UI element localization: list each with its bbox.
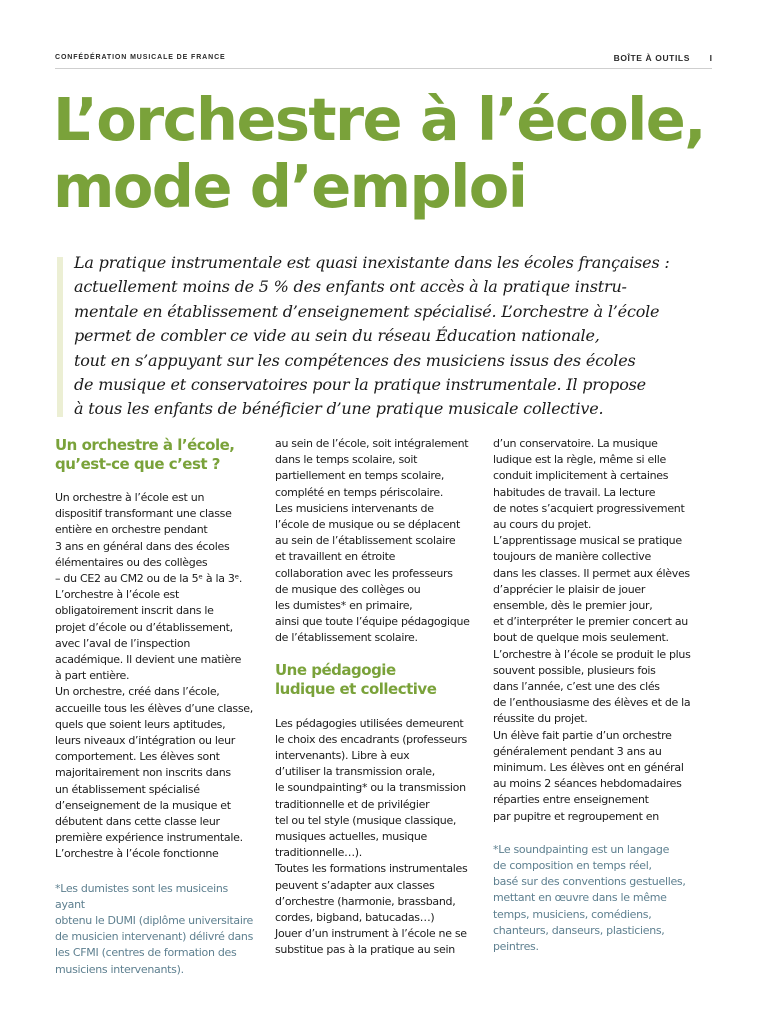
text-line: élémentaires ou des collèges <box>55 555 208 569</box>
intro-line: à tous les enfants de bénéficier d’une pratique musicale collective. <box>74 399 604 419</box>
text-line: un établissement spécialisé <box>55 782 200 796</box>
text-line: obligatoirement inscrit dans le <box>55 604 214 618</box>
text-line: au sein de l’école, soit intégralement <box>275 437 469 450</box>
spacer <box>275 699 480 716</box>
text-line: L’orchestre à l’école se produit le plus <box>493 647 691 661</box>
text-line: conduit implicitement à certaines <box>493 469 669 483</box>
text-line: le choix des encadrants (professeurs <box>275 732 467 746</box>
text-line: réussite du projet. <box>493 712 588 726</box>
note-line: mettant en œuvre dans le même <box>493 891 667 905</box>
text-line: bout de quelque mois seulement. <box>493 631 669 645</box>
running-header <box>55 54 712 66</box>
text-line: projet d’école ou d’établissement, <box>55 620 233 634</box>
heading-line: qu’est-ce que c’est ? <box>55 455 220 473</box>
intro-accent-bar <box>57 257 63 417</box>
intro-paragraph <box>74 251 714 422</box>
note-line: de musicien intervenant) délivré dans <box>55 930 253 944</box>
text-line: l’école de musique ou se déplacent <box>275 518 460 532</box>
text-line: Un élève fait partie d’un orchestre <box>493 728 672 742</box>
text-line: partiellement en temps scolaire, <box>275 469 445 483</box>
text-line: dans les classes. Il permet aux élèves <box>493 566 690 580</box>
text-line: Jouer d’un instrument à l’école ne se <box>275 927 467 941</box>
spacer <box>275 647 480 661</box>
text-line: Un orchestre, créé dans l’école, <box>55 685 220 699</box>
section-heading <box>55 436 260 474</box>
text-line: traditionnelle et de privilégier <box>275 797 430 811</box>
text-line: académique. Il devient une matière <box>55 653 242 667</box>
text-line: et travaillent en étroite <box>275 550 396 564</box>
note-line: *Le soundpainting est un langage <box>493 842 670 856</box>
text-line: réparties entre enseignement <box>493 793 649 807</box>
title-line: L’orchestre à l’école, <box>53 85 706 154</box>
text-line: peuvent s’adapter aux classes <box>275 878 435 892</box>
body-text <box>55 490 260 863</box>
text-line: par pupitre et regroupement en <box>493 809 659 823</box>
text-line: première expérience instrumentale. <box>55 831 243 845</box>
text-line: quels que soient leurs aptitudes, <box>55 717 226 731</box>
note-line: chanteurs, danseurs, plasticiens, <box>493 923 665 937</box>
note-line: basé sur des conventions gestuelles, <box>493 875 686 889</box>
text-line: le soundpainting* ou la transmission <box>275 781 466 795</box>
note-line: les CFMI (centres de formation des <box>55 946 237 960</box>
text-line: les dumistes* en primaire, <box>275 599 413 613</box>
publisher-name: CONFÉDÉRATION MUSICALE DE FRANCE <box>55 54 226 61</box>
note-line: musiciens intervenants). <box>55 962 184 976</box>
intro-line: permet de combler ce vide au sein du réseau Éducation nationale, <box>74 326 600 346</box>
text-line: et d’interpréter le premier concert au <box>493 615 688 629</box>
intro-line: mentale en établissement d’enseignement spécialisé. L’orchestre à l’école <box>74 301 660 321</box>
heading-line: ludique et collective <box>275 679 437 698</box>
text-line: substitue pas à la pratique au sein <box>275 943 455 957</box>
note-line: obtenu le DUMI (diplôme universitaire <box>55 914 254 928</box>
page-title <box>53 86 705 220</box>
text-line: d’apprécier le plaisir de jouer <box>493 582 646 596</box>
text-line: d’un conservatoire. La musique <box>493 437 658 450</box>
text-line: minimum. Les élèves ont en général <box>493 761 684 775</box>
text-line: leurs niveaux d’intégration ou leur <box>55 734 235 748</box>
text-line: Les musiciens intervenants de <box>275 501 434 515</box>
text-line: intervenants). Libre à eux <box>275 749 410 763</box>
text-line: toujours de manière collective <box>493 550 651 564</box>
note-line: peintres. <box>493 940 539 954</box>
spacer <box>55 474 260 490</box>
text-line: L’apprentissage musical se pratique <box>493 534 682 548</box>
note-line: temps, musiciens, comédiens, <box>493 907 652 921</box>
text-line: entière en orchestre pendant <box>55 523 208 537</box>
text-line: – du CE2 au CM2 ou de la 5ᵉ à la 3ᵉ. <box>55 572 243 586</box>
intro-line: tout en s’appuyant sur les compétences des musiciens issus des écoles <box>74 350 636 370</box>
text-line: à part entière. <box>55 669 130 683</box>
note-line: *Les dumistes sont les musiceins ayant <box>55 881 228 911</box>
footnote <box>493 842 703 955</box>
text-line: L’orchestre à l’école fonctionne <box>55 847 219 861</box>
body-text <box>493 436 703 825</box>
text-line: de l’établissement scolaire. <box>275 631 418 645</box>
text-line: au moins 2 séances hebdomadaires <box>493 777 682 791</box>
text-line: ludique est la règle, même si elle <box>493 453 666 467</box>
note-line: de composition en temps réel, <box>493 859 652 873</box>
text-line: Les pédagogies utilisées demeurent <box>275 716 464 730</box>
spacer <box>55 863 260 881</box>
text-line: de l’enthousiasme des élèves et de la <box>493 696 691 710</box>
text-line: collaboration avec les professeurs <box>275 566 453 580</box>
intro-line: La pratique instrumentale est quasi inexistante dans les écoles françaises : <box>74 253 670 272</box>
text-line: d’orchestre (harmonie, brassband, <box>275 894 456 908</box>
heading-line: Une pédagogie <box>275 660 396 679</box>
intro-line: de musique et conservatoires pour la pratique instrumentale. Il propose <box>74 375 646 395</box>
text-line: dispositif transformant une classe <box>55 507 232 521</box>
text-line: cordes, bigband, batucadas…) <box>275 911 435 925</box>
footnote <box>55 881 260 978</box>
section-heading <box>275 661 480 699</box>
text-line: ainsi que toute l’équipe pédagogique <box>275 615 470 629</box>
column-3 <box>493 436 703 955</box>
intro-line: actuellement moins de 5 % des enfants ont accès à la pratique instru- <box>74 277 627 297</box>
text-line: de notes s’acquiert progressivement <box>493 501 685 515</box>
column-1 <box>55 436 260 978</box>
section-name: BOÎTE À OUTILS <box>613 53 690 63</box>
body-text <box>275 436 480 647</box>
text-line: majoritairement non inscrits dans <box>55 766 231 780</box>
text-line: avec l’aval de l’inspection <box>55 636 190 650</box>
text-line: accueille tous les élèves d’une classe, <box>55 701 253 715</box>
text-line: généralement pendant 3 ans au <box>493 744 662 758</box>
text-line: comportement. Les élèves sont <box>55 750 220 764</box>
text-line: souvent possible, plusieurs fois <box>493 663 656 677</box>
title-line: mode d’emploi <box>53 152 527 221</box>
page-number: I <box>709 53 712 63</box>
heading-line: Un orchestre à l’école, <box>55 436 235 454</box>
text-line: au cours du projet. <box>493 518 592 532</box>
spacer <box>493 825 703 842</box>
column-2 <box>275 436 480 959</box>
text-line: dans l’année, c’est une des clés <box>493 680 660 694</box>
text-line: complété en temps périscolaire. <box>275 485 444 499</box>
text-line: 3 ans en général dans des écoles <box>55 539 230 553</box>
text-line: ensemble, dès le premier jour, <box>493 599 653 613</box>
text-line: Un orchestre à l’école est un <box>55 491 205 504</box>
text-line: musiques actuelles, musique <box>275 830 427 844</box>
header-divider <box>55 68 712 69</box>
text-line: tel ou tel style (musique classique, <box>275 813 457 827</box>
text-line: d’enseignement de la musique et <box>55 798 231 812</box>
body-text <box>275 716 480 959</box>
text-line: habitudes de travail. La lecture <box>493 485 656 499</box>
text-line: dans le temps scolaire, soit <box>275 453 418 467</box>
text-line: débutent dans cette classe leur <box>55 815 220 829</box>
text-line: Toutes les formations instrumentales <box>275 862 468 876</box>
text-line: au sein de l’établissement scolaire <box>275 534 456 548</box>
text-line: d’utiliser la transmission orale, <box>275 765 435 779</box>
text-line: traditionnelle…). <box>275 846 362 860</box>
text-line: de musique des collèges ou <box>275 582 421 596</box>
text-line: L’orchestre à l’école est <box>55 588 179 602</box>
